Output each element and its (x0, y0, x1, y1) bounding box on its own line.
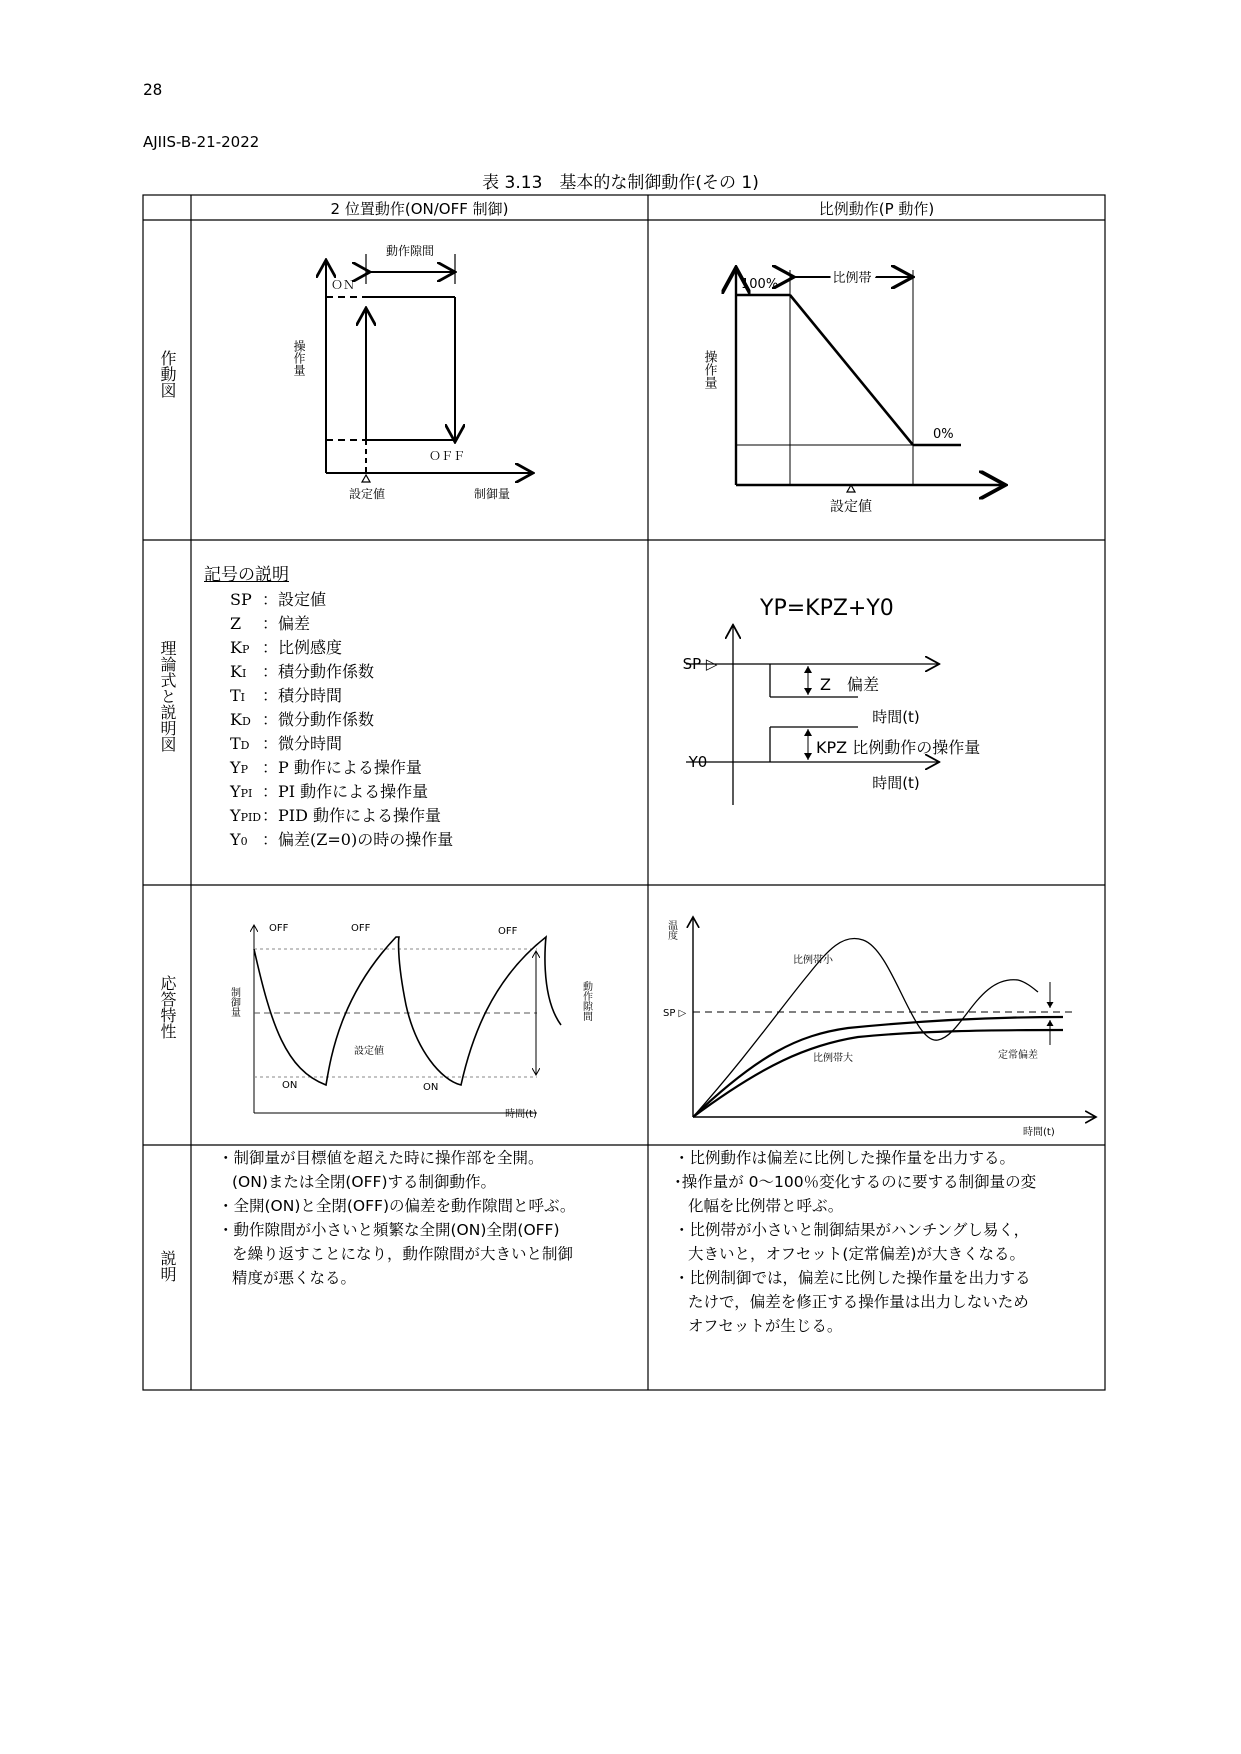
band-large-label: 比例帯大 (813, 1053, 853, 1064)
gap-label: 動作隙間 (385, 244, 435, 258)
symbol-desc: ：微分動作係数 (262, 710, 375, 729)
symbol-desc: ：偏差 (262, 614, 311, 633)
row-label-text: 説明 (158, 1250, 177, 1282)
symbol-subscript: P (241, 643, 250, 656)
symbol-subscript: P (240, 763, 248, 776)
symbol-subscript: D (241, 715, 251, 728)
symbol-subscript: D (240, 739, 250, 752)
proportional-action-diagram (648, 220, 1105, 540)
symbols-title: 記号の説明 (204, 565, 289, 585)
y-axis-label: 操作量 (701, 350, 717, 389)
description-line: を繰り返すことになり，動作隙間が大きいと制御 (232, 1245, 574, 1263)
description-line: 精度が悪くなる。 (232, 1269, 357, 1287)
on-label-2: ON (423, 1082, 439, 1093)
symbol-desc: ：PID 動作による操作量 (262, 806, 442, 825)
on-label-1: ON (282, 1080, 298, 1091)
list-item (230, 828, 453, 852)
setpoint-label: 設定値 (830, 499, 872, 515)
symbol-subscript: PI (240, 787, 253, 800)
description-line: ・動作隙間が小さいと頻繁な全開(ON)全閉(OFF) (218, 1221, 560, 1239)
on-label: ＯＮ (331, 278, 356, 292)
off-label: ＯＦＦ (429, 449, 466, 463)
list-item (230, 612, 453, 636)
column-header-proportional: 比例動作(P 動作) (818, 200, 935, 218)
symbol-key: T (230, 686, 241, 705)
off-label-1: OFF (269, 923, 289, 934)
symbol-list (230, 588, 453, 852)
description-line: ・全開(ON)と全閉(OFF)の偏差を動作隙間と呼ぶ。 (218, 1197, 576, 1215)
description-line: ・比例帯が小さいと制御結果がハンチングし易く， (674, 1221, 1030, 1239)
list-item (230, 732, 453, 756)
time-label: 時間(t) (1023, 1127, 1055, 1138)
description-line: ・比例動作は偏差に比例した操作量を出力する。 (674, 1149, 1016, 1167)
symbol-desc: ：積分時間 (262, 686, 343, 705)
y-axis-label: 温度 (665, 920, 677, 940)
time-label: 時間(t) (505, 1109, 537, 1120)
list-item (230, 636, 453, 660)
row-label-description (143, 1250, 191, 1287)
page-number: 28 (143, 80, 163, 99)
proportional-response-chart (648, 885, 1105, 1145)
z-label: Z 偏差 (820, 675, 879, 694)
document-id: AJIIS-B-21-2022 (143, 133, 260, 151)
formula-diagram (648, 540, 1105, 885)
band-small-label: 比例帯小 (793, 955, 833, 966)
y-axis-label: 制御量 (228, 987, 240, 1017)
off-label-3: OFF (498, 926, 518, 937)
symbol-key: K (230, 662, 242, 681)
symbol-subscript: PID (240, 811, 262, 824)
symbol-key: Y (230, 830, 241, 849)
symbol-desc: ：P 動作による操作量 (262, 758, 422, 777)
symbol-key: K (230, 638, 242, 657)
description-line: ･操作量が 0～100％変化するのに要する制御量の変 (674, 1173, 1037, 1191)
description-line: (ON)または全閉(OFF)する制御動作。 (232, 1173, 497, 1191)
symbol-key: Y (230, 782, 241, 801)
small-band-curve (693, 938, 1038, 1117)
sp-label: SP ▷ (663, 1008, 687, 1019)
list-item (230, 708, 453, 732)
list-item (230, 684, 453, 708)
symbol-key: Y (230, 758, 241, 777)
gap-label: 動作隙間 (580, 981, 592, 1021)
symbol-desc: ：比例感度 (262, 638, 343, 657)
list-item (230, 588, 453, 612)
table-caption: 表 3.13 基本的な制御動作(その 1) (482, 173, 759, 193)
time-label-2: 時間(t) (872, 774, 920, 792)
time-label-1: 時間(t) (872, 708, 920, 726)
large-band-curve (693, 1030, 1063, 1117)
description-line: オフセットが生じる。 (688, 1317, 843, 1335)
onoff-description (218, 1146, 638, 1290)
onoff-response-chart (191, 885, 648, 1145)
row-label-response (143, 975, 191, 1044)
setpoint-marker-icon (362, 475, 370, 482)
y0-label: Y0 (688, 753, 708, 771)
x-axis-label: 制御量 (473, 487, 511, 501)
row-label-text: 理論式と説明図 (158, 640, 177, 752)
label-100: 100% (741, 277, 779, 292)
symbol-key: Z (230, 614, 242, 633)
onoff-response-curve (254, 937, 561, 1085)
proportional-line (790, 295, 913, 445)
label-0: 0% (933, 427, 954, 442)
band-label: 比例帯 (832, 271, 872, 286)
symbol-key: K (230, 710, 242, 729)
symbol-key: Y (230, 806, 241, 825)
y-axis-label: 操作量 (292, 340, 306, 376)
description-line: ・比例制御では，偏差に比例した操作量を出力する (674, 1269, 1031, 1287)
list-item (230, 780, 453, 804)
row-label-action-diagram (143, 350, 191, 403)
symbol-desc: ：偏差(Z=0)の時の操作量 (262, 830, 454, 849)
row-label-theory (143, 640, 191, 757)
offset-label: 定常偏差 (998, 1050, 1038, 1061)
setpoint-label: 設定値 (354, 1046, 384, 1057)
formula-equation: YP=KPZ+Y0 (760, 596, 894, 621)
symbol-desc: ：PI 動作による操作量 (262, 782, 429, 801)
symbol-key: T (230, 734, 241, 753)
list-item (230, 756, 453, 780)
symbol-desc: ：設定値 (262, 590, 327, 609)
onoff-action-diagram (191, 220, 648, 540)
description-line: ・制御量が目標値を超えた時に操作部を全開。 (218, 1149, 544, 1167)
column-header-onoff: 2 位置動作(ON/OFF 制御) (330, 200, 509, 218)
medium-band-curve (693, 1017, 1063, 1117)
description-line: 大きいと，オフセット(定常偏差)が大きくなる。 (688, 1245, 1025, 1263)
list-item (230, 804, 453, 828)
symbol-subscript: I (241, 667, 247, 680)
kpz-label: KPZ 比例動作の操作量 (816, 738, 981, 757)
symbol-desc: ：積分動作係数 (262, 662, 375, 681)
list-item (230, 660, 453, 684)
row-label-text: 応答特性 (158, 975, 177, 1039)
symbol-desc: ：微分時間 (262, 734, 343, 753)
symbol-subscript: 0 (240, 835, 248, 848)
off-label-2: OFF (351, 923, 371, 934)
row-label-text: 作動図 (158, 350, 177, 398)
description-line: 化幅を比例帯と呼ぶ。 (688, 1197, 844, 1215)
symbol-subscript: I (240, 691, 246, 704)
sp-label: SP ▷ (682, 655, 718, 673)
setpoint-label: 設定値 (348, 487, 386, 501)
symbol-key: SP (230, 590, 252, 609)
description-line: たけで，偏差を修正する操作量は出力しないため (688, 1293, 1029, 1311)
proportional-description (674, 1146, 1099, 1338)
